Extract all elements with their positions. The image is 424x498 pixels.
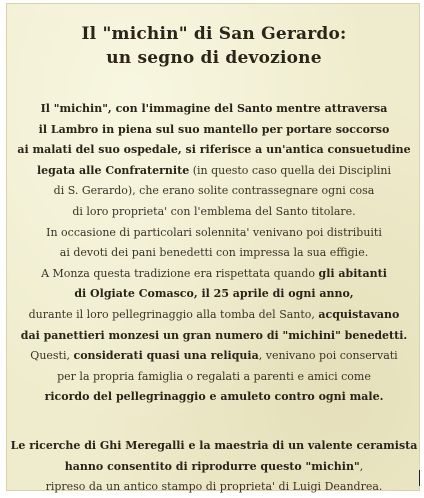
footer-line	[7, 477, 421, 498]
plain-text: (in questo caso quella dei Disciplini	[189, 163, 392, 177]
text-line	[7, 284, 421, 305]
text-line	[7, 326, 421, 347]
plain-text: di S. Gerardo), che erano solite contrassegnare ogni cosa	[53, 184, 375, 198]
text-line	[7, 346, 421, 367]
text-line	[7, 243, 421, 264]
text-line	[7, 99, 421, 120]
body-text	[7, 99, 421, 498]
text-line	[7, 181, 421, 202]
bold-text: considerati quasi una reliquia	[73, 349, 259, 363]
bold-text: Il "michin", con l'immagine del Santo mentre attraversa	[40, 102, 388, 115]
bold-text: acquistavano	[318, 307, 400, 321]
text-line	[7, 202, 421, 223]
paragraph-gap	[7, 408, 421, 436]
title-line-1: Il "michin" di San Gerardo:	[81, 24, 347, 44]
bold-text: dai panettieri monzesi un gran numero di "michini" benedetti.	[20, 328, 408, 342]
bold-text: gli abitanti	[318, 266, 387, 280]
text-line	[7, 120, 421, 141]
plain-text: Questi,	[30, 349, 74, 363]
text-line	[7, 264, 421, 285]
footer-line	[7, 436, 421, 457]
plain-text: A Monza questa tradizione era rispettata quando	[41, 266, 319, 280]
plain-text: ,	[359, 459, 364, 473]
plain-text: di loro proprieta' con l'emblema del Santo titolare.	[72, 204, 356, 218]
bold-text: ricordo del pellegrinaggio e amuleto contro ogni male.	[44, 390, 384, 404]
text-line	[7, 367, 421, 388]
plain-text: , venivano poi conservati	[258, 349, 398, 363]
text-line	[7, 305, 421, 326]
text-line	[7, 223, 421, 244]
text-line	[7, 387, 421, 408]
text-line	[7, 140, 421, 161]
plain-text: durante il loro pellegrinaggio alla tomba del Santo,	[28, 307, 319, 321]
bold-text: di Olgiate Comasco, il 25 aprile di ogni anno,	[74, 287, 354, 301]
plain-text: per la propria famiglia o regalati a parenti e amici come	[57, 369, 371, 383]
plain-text: In occasione di particolari solennita' venivano poi distribuiti	[46, 225, 382, 239]
title-line-2: un segno di devozione	[106, 48, 322, 68]
footer-line	[7, 457, 421, 478]
bold-text: Le ricerche di Ghi Meregalli e la maestria di un valente ceramista	[10, 438, 418, 452]
plain-text: ai devoti dei pani benedetti con impressa la sua effigie.	[59, 246, 369, 260]
plain-text: ripreso da un antico stampo di proprieta' di Luigi Deandrea.	[45, 480, 383, 494]
bold-text: legata alle Confraternite	[36, 163, 190, 177]
bold-text: hanno consentito di riprodurre questo "michin"	[64, 459, 360, 473]
text-cursor-mark	[419, 470, 420, 486]
text-line	[7, 161, 421, 182]
bold-text: il Lambro in piena sul suo mantello per portare soccorso	[38, 122, 390, 136]
document-sheet	[6, 3, 420, 494]
bold-text: ai malati del suo ospedale, si riferisce a un'antica consuetudine	[17, 143, 411, 157]
